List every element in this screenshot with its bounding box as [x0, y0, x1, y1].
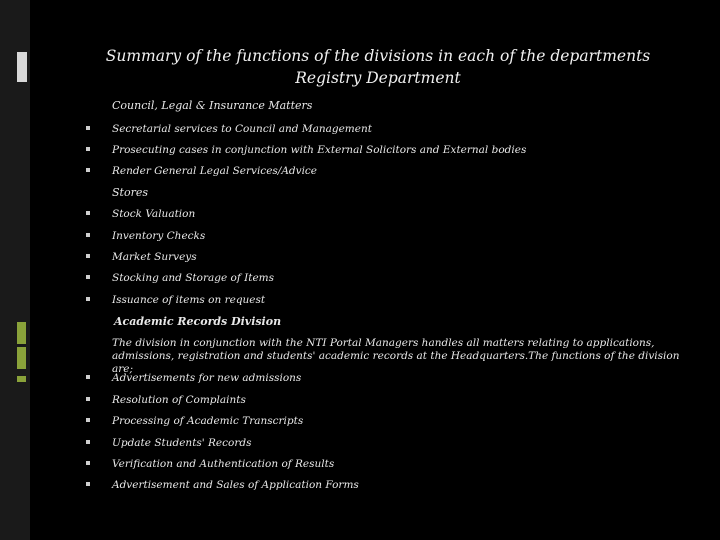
slide-title: [0, 45, 720, 89]
decor-block-green-1: [17, 322, 26, 344]
academic-description: The division in conjunction with the NTI Portal Managers handles all matters relating to applications, admissions, registration and students' academic records at the Headquarters.The functions of the division are;: [112, 337, 680, 375]
bullet-icon: [86, 297, 90, 301]
decor-block-green-2: [17, 347, 26, 369]
section-heading-academic: Academic Records Division: [114, 315, 282, 328]
bullet-icon: [86, 375, 90, 379]
decor-block-green-3: [17, 376, 26, 382]
bullet-icon: [86, 233, 90, 237]
bullet-icon: [86, 418, 90, 422]
bullet-icon: [86, 397, 90, 401]
bullet-icon: [86, 482, 90, 486]
bullet-icon: [86, 440, 90, 444]
bullet-icon: [86, 211, 90, 215]
bullet-icon: [86, 275, 90, 279]
bullet-icon: [86, 254, 90, 258]
bullet-icon: [86, 126, 90, 130]
section-heading-stores: Stores: [112, 186, 148, 199]
section-heading-council: Council, Legal & Insurance Matters: [112, 99, 313, 112]
title-line-1: Summary of the functions of the divisions in each of the departments: [105, 47, 651, 65]
bullet-icon: [86, 168, 90, 172]
bullet-icon: [86, 147, 90, 151]
bullet-icon: [86, 461, 90, 465]
title-line-2: Registry Department: [295, 69, 461, 87]
